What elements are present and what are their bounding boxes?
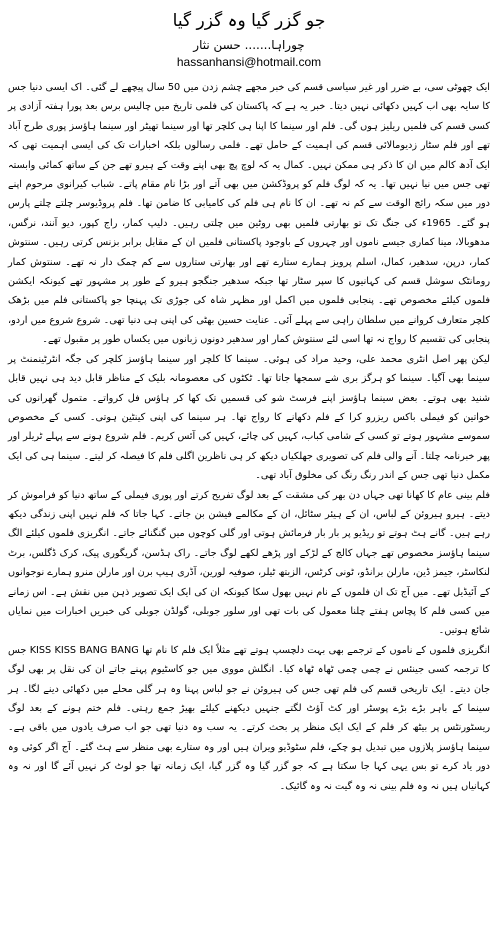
article-body (8, 78, 490, 796)
article-paragraph: ایک چھوٹی سی، بے ضرر اور غیر سیاسی قسم کی خبر مجھے چشم زدن میں 50 سال پیچھے لے گئی۔ اک ایسی دنیا جس کا سایہ بھی اب کہیں دکھائی نہیں دیتا۔ خبر یہ ہے کہ پاکستان کی فلمی تاریخ میں چالیس برس بعد پورا ہفتہ آزادی پر کسی قسم کی فلمیں ریلیز ہوں گی۔ فلم اور سینما کا اپنا ہی کلچر تھا اور سینما تھیٹر اور سینما ہاؤسز پوری طرح آباد تھے اور فلم سٹار زدیومالائی قسم کی اہمیت کے حامل تھے۔ فلمی رسالوں بلکہ اخبارات تک کی ایسی اہمیت تھی کہ ایک آدھ کالم میں ان کا ذکر ہی ممکن نہیں۔ کمال یہ کہ لوچ پچ بھی اپنے وقت کے ہیرو تھے جن کے ساتھ کمائی وابستہ تھی جس میں نیا نہیں تھا۔ یہ کہ لوگ فلم کو پروڈکشن میں بھی آتے اور بڑا نام مقام پاتے۔ شباب کیرانوی مرحوم اپنے دور میں سکہ رائج الوقت سے کم نہ تھے۔ ان کا نام ہی فلم کی کامیابی کا ضامن تھا۔ فلم پروڈیوسر چلتے چلتے پارس ہو گئے۔ 1965ء کی جنگ تک تو بھارتی فلمیں بھی روٹین میں چلتی رہیں۔ دلیپ کمار، راج کپور، دیو آنند، نرگس، مدھوبالا، مینا کماری جیسے ناموں اور چہروں کے باوجود پاکستانی فلمیں ان کے مقابل برابر بزنس کرتی رہیں۔ سنتوش کمار، درپن، سدھیر، کمال، اسلم پرویز ہمارے ستارے تھے اور بھارتی ستاروں سے کم چمک دار نہ تھے۔ سنتوش کمار رومانٹک سوشل قسم کی کہانیوں کا سپر سٹار تھا جبکہ سدھیر جنگجو ہیرو کے طور پر مشہور تھے کیونکہ ایکشن فلموں کیلئے مخصوص تھے۔ پنجابی فلموں میں اکمل اور مظہر شاہ کی جوڑی تک پہنچا جو پاکستانی فلم میں بڑھک کلچر متعارف کروانے میں سلطان راہی سے پہلے آئی۔ عنایت حسین بھٹی کی اپنی ہی دنیا تھی۔ شروع شروع میں اردو، پنجابی کی تقسیم کا رواج نہ تھا اسی لئے سنتوش کمار اور سدھیر دونوں زبانوں میں یکساں طور پر مقبول تھے۔ (8, 82, 490, 346)
article-title: جو گزر گیا وہ گزر گیا (172, 11, 326, 31)
article-paragraph: فلم بینی عام کا کھانا تھی جہاں دن بھر کی مشقت کے بعد لوگ تفریح کرتے اور پوری فیملی کے ساتھ دنیا کو فراموش کر دیتے۔ ہیرو ہیروئن کے لباس، ان کے ہیئر سٹائل، ان کے مکالمے فیشن بن جاتے۔ کہا جاتا کہ فلم نہیں اپنی زندگی دیکھ رہے ہیں۔ گانے ہٹ ہوتے تو ریڈیو پر بار بار فرمائش ہوتی اور گلی کوچوں میں گنگنائے جاتے۔ انگریزی فلموں کیلئے الگ سینما ہاؤسز مخصوص تھے جہاں کالج کے لڑکے اور پڑھے لکھے لوگ جاتے۔ راک ہڈسن، گریگوری پیک، کرک ڈگلس، برٹ لنکاسٹر، جیمز ڈین، مارلن برانڈو، ٹونی کرٹس، الزبتھ ٹیلر، صوفیہ لورین، آڈری ہیپ برن اور مارلن منرو ہمارے نوجوانوں کے آئیڈیل تھے۔ میں آج تک ان فلموں کے نام نہیں بھول سکا کیونکہ ان کی ایک ایک تصویر ذہن میں نقش ہے۔ اس زمانے میں کسی فلم کا پچاس ہفتے چلنا معمول کی بات تھی اور سلور جوبلی، گولڈن جوبلی کی خبریں اخبارات میں نمایاں شائع ہوتیں۔ (8, 489, 490, 637)
article-paragraph: لیکن پھر اصل انٹری محمد علی، وحید مراد کی ہوئی۔ سینما کا کلچر اور سینما ہاؤسز کلچر کی جگہ انٹرٹینمنٹ پر سینما بھی آگیا۔ سینما کو ہرگز بری شے سمجھا جاتا تھا۔ ٹکٹوں کی معصومانہ بلیک کے مناظر قابل دید ہی نہیں قابل شنید بھی ہوتے۔ بعض سینما ہاؤسز اپنے فرسٹ شو کی قسمیں تک کھا کر ہاؤس فل کرواتے۔ متمول گھرانوں کی خواتین کو فیملی باکس ریزرو کرا کے فلم دکھانے کا رواج تھا۔ ہر سینما کی اپنی کینٹین ہوتی۔ کسی کے مخصوص سموسے مشہور ہوتے تو کسی کے شامی کباب، کہیں کی چائے، کہیں کی آئس کریم۔ فلم شروع ہونے سے پہلے ٹریلر اور پھر خبرنامہ چلتا۔ آنے والی فلم کی تصویری جھلکیاں دیکھ کر ہی ناظرین اگلی فلم کا فیصلہ کر لیتے۔ سینما ہی کی ایک مکمل دنیا تھی جس کے اندر رنگ رنگ کی مخلوق آباد تھی۔ (8, 353, 490, 482)
author-email: hassanhansi@hotmail.com (176, 55, 322, 69)
article-paragraph: انگریزی فلموں کے ناموں کے ترجمے بھی بہت دلچسپ ہوتے تھے مثلاً ایک فلم کا نام تھا KISS KISS BANG BANG جس کا ترجمہ کسی جینئس نے چمی چمی ٹھاہ ٹھاہ کیا۔ انگلش مووی میں جو کاسٹیوم پہنے جاتے ان کی نقل پر بھی لوگ جان دیتے۔ ایک تاریخی قسم کی فلم تھی جس کی ہیروئن نے جو لباس پہنا وہ ہر گلی محلے میں دکھائی دینے لگا۔ ہر سینما کے باہر بڑے بڑے پوسٹر اور کٹ آؤٹ لگتے جنہیں دیکھنے کیلئے بھیڑ جمع رہتی۔ فلم ختم ہونے کے بعد لوگ ریسٹورنٹس پر بیٹھ کر فلم کے ایک ایک منظر پر بحث کرتے۔ یہ سب وہ دنیا تھی جو اب صرف یادوں میں باقی ہے۔ سینما ہاؤسز پلازوں میں تبدیل ہو چکے، فلم سٹوڈیو ویران ہیں اور وہ ستارے بھی منظر سے ہٹ گئے۔ آج اگر کوئی وہ دور یاد کرے تو بس یہی کہا جا سکتا ہے کہ جو گزر گیا وہ گزر گیا، ایک زمانہ تھا جو لوٹ کر نہیں آئے گا اور نہ وہ کہانیاں ہیں نہ وہ فلم بینی نہ وہ گیت نہ وہ گائیک۔ (8, 644, 490, 792)
column-author: چوراہا....... حسن نثار (193, 38, 305, 52)
